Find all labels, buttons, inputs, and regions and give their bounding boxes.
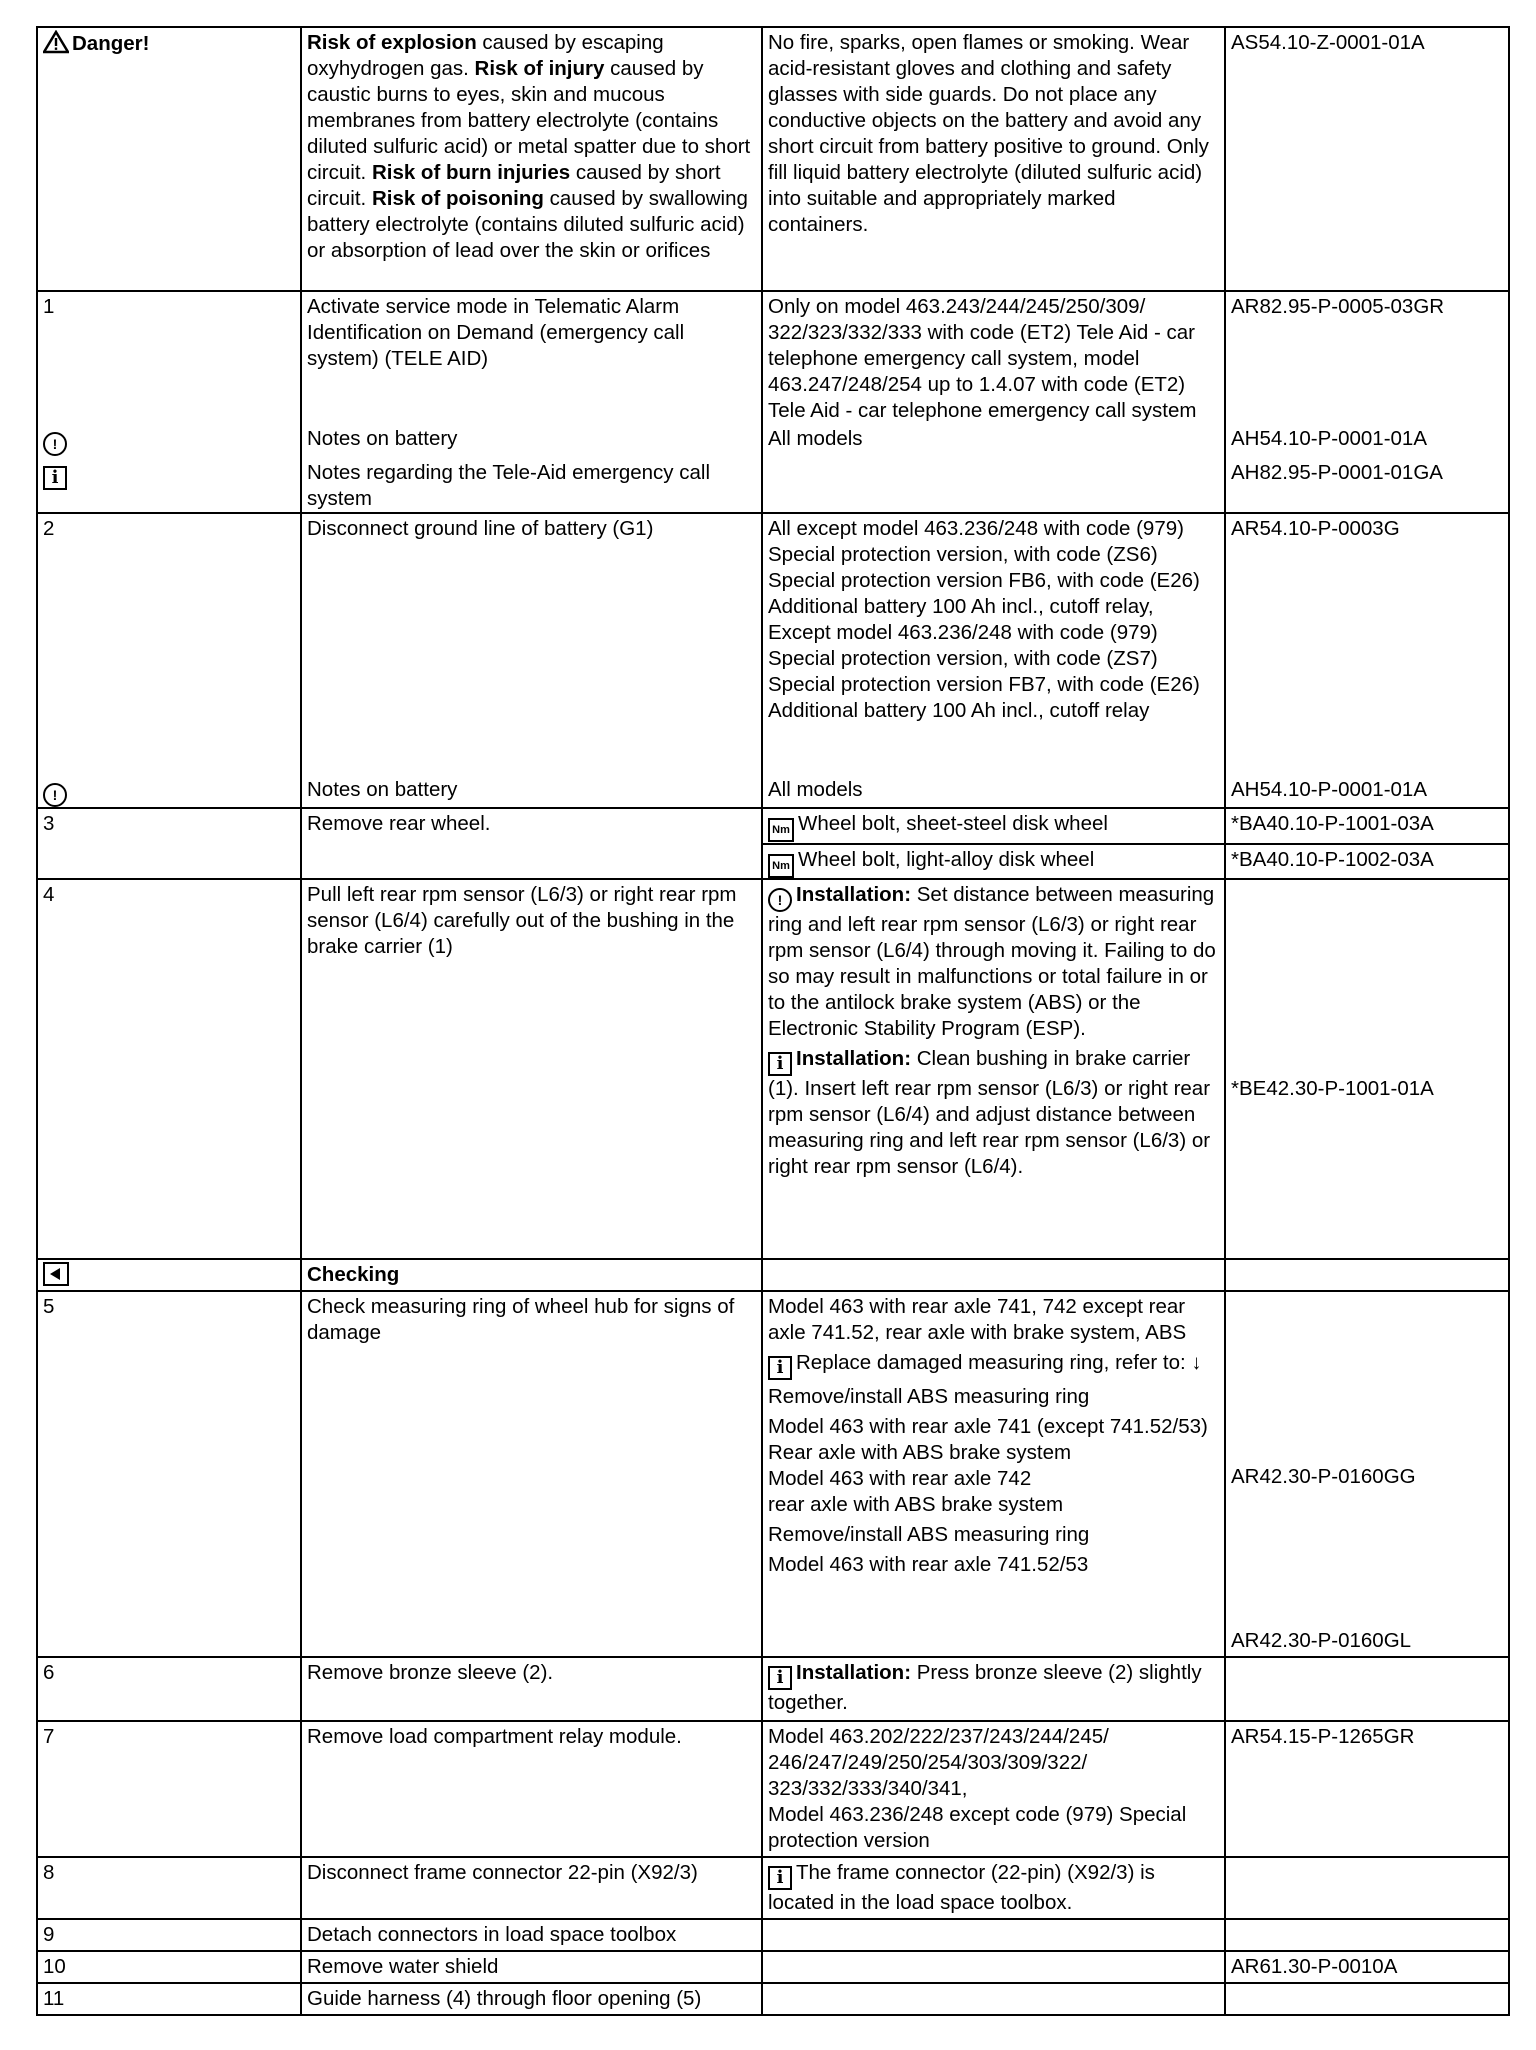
empty-cell [762,1259,1225,1291]
hazard-text: caused by escaping oxyhydrogen gas. [307,31,664,80]
step-number: 4 [37,879,301,1259]
table-row [37,1919,1509,1951]
icon-cell [37,775,301,808]
note-line: Model 463 with rear axle 741.52/53 [768,1553,1089,1576]
note-text: Press bronze sleeve (2) slightly together. [768,1661,1202,1714]
step-note [762,513,1225,775]
empty-cell [1225,1657,1509,1721]
hazard-text: caused by short circuit. [307,161,721,210]
hazard-poisoning: Risk of poisoning [371,187,544,210]
step-action: Notes on battery [301,424,762,458]
info-icon: i [43,466,67,490]
note-line: Model 463 with rear axle 741 (except 741.52/53) [768,1415,1208,1438]
note-text: The frame connector (22-pin) (X92/3) is located in the load space toolbox. [768,1861,1155,1914]
step-ref: AH54.10-P-0001-01A [1225,424,1509,458]
note-text: Set distance between measuring ring and left rear rpm sensor (L6/3) or right rear rpm sensor (L6/4) through moving it. Failing to do so may result in malfunctions or total failure in or to the antilock brake system (ABS) or the Electronic Stability Program (ESP). [768,883,1216,1040]
note-line: Except model 463.236/248 with code (979) Special protection version, with code (ZS7) Special protection version FB7, with code (E26) Additional battery 100 Ah incl., cutoff relay [768,621,1200,722]
torque-icon: Nm [768,854,794,878]
empty-cell [37,844,301,879]
info-icon: i [768,1356,792,1380]
icon-cell [37,458,301,513]
table-row [37,879,1509,1259]
info-icon: i [768,1666,792,1690]
step-note: Only on model 463.243/244/245/250/309/ 322/323/332/333 with code (ET2) Tele Aid - car telephone emergency call system, model 463.247/248/254 up to 1.4.07 with code (ET2) Tele Aid - car telephone emergency call system [762,291,1225,424]
table-row [37,775,1509,808]
table-row [37,458,1509,513]
step-number: 8 [37,1857,301,1919]
hazard-text: caused by caustic burns to eyes, skin and mucous membranes from battery electrolyte (contains diluted sulfuric acid) or metal spatter due to short circuit. [307,57,751,184]
step-ref: AH54.10-P-0001-01A [1225,775,1509,808]
torque-icon: Nm [768,818,794,842]
step-note [762,1721,1225,1857]
note-text: Wheel bolt, sheet-steel disk wheel [798,812,1108,835]
step-note [762,808,1225,844]
note-line: Remove/install ABS measuring ring [768,1523,1090,1546]
warning-triangle-icon [43,30,69,61]
step-note [762,1291,1225,1657]
install-label: Installation: [796,883,912,906]
step-action: Remove load compartment relay module. [301,1721,762,1857]
step-note [762,844,1225,879]
step-ref: *BA40.10-P-1001-03A [1225,808,1509,844]
danger-ref: AS54.10-Z-0001-01A [1225,27,1509,291]
step-number: 10 [37,1951,301,1983]
empty-cell [762,1983,1225,2015]
note-line: Remove/install ABS measuring ring [768,1385,1090,1408]
note-line: Rear axle with ABS brake system [768,1441,1072,1464]
step-action: Remove bronze sleeve (2). [301,1657,762,1721]
table-row [37,808,1509,844]
step-action: Remove rear wheel. [301,808,762,844]
empty-cell [1225,1259,1509,1291]
empty-cell [762,1919,1225,1951]
hazard-injury: Risk of injury [474,57,605,80]
install-label: Installation: [796,1661,912,1684]
info-icon: i [768,1052,792,1076]
step-ref: *BE42.30-P-1001-01A [1225,879,1509,1259]
step-note [762,1657,1225,1721]
note-line: Model 463 with rear axle 742 [768,1467,1032,1490]
note-line: All except model 463.236/248 with code (979) Special protection version, with code (ZS6) Special protection version FB6, with code (E26) Additional battery 100 Ah incl., cutoff relay, [768,517,1200,618]
icon-cell [37,1259,301,1291]
step-ref: AR54.10-P-0003G [1225,513,1509,775]
empty-cell [762,1951,1225,1983]
info-icon: i [768,1866,792,1890]
empty-cell [1225,1983,1509,2015]
icon-cell [37,424,301,458]
table-row [37,424,1509,458]
hazard-explosion: Risk of explosion [307,31,477,54]
step-ref: AH82.95-P-0001-01GA [1225,458,1509,513]
checking-label: Checking [301,1259,762,1291]
step-ref: AR82.95-P-0005-03GR [1225,291,1509,424]
step-number: 9 [37,1919,301,1951]
caution-icon: ! [43,432,67,456]
danger-label: Danger! [72,32,150,55]
step-ref: AR54.15-P-1265GR [1225,1721,1509,1857]
step-note: All models [762,424,1225,458]
step-action: Activate service mode in Telematic Alarm Identification on Demand (emergency call system) (TELE AID) [301,291,762,424]
step-action: Check measuring ring of wheel hub for signs of damage [301,1291,762,1657]
checking-icon [43,1262,69,1286]
step-action: Notes regarding the Tele-Aid emergency call system [301,458,762,513]
table-row [37,1857,1509,1919]
ref-1: AR42.30-P-0160GG [1231,1465,1416,1488]
step-action: Disconnect frame connector 22-pin (X92/3) [301,1857,762,1919]
step-number: 11 [37,1983,301,2015]
step-action: Guide harness (4) through floor opening (5) [301,1983,762,2015]
step-number: 6 [37,1657,301,1721]
danger-hazards [301,27,762,291]
note-line: Model 463.202/222/237/243/244/245/ 246/247/249/250/254/303/309/322/ 323/332/333/340/341, [768,1725,1109,1800]
note-line: Model 463.236/248 except code (979) Special protection version [768,1803,1187,1852]
table-row [37,1657,1509,1721]
step-action: Remove water shield [301,1951,762,1983]
install-label: Installation: [796,1047,912,1070]
danger-row [37,27,1509,291]
empty-cell [301,844,762,879]
table-row [37,844,1509,879]
procedure-table [36,26,1510,2016]
danger-measures: No fire, sparks, open flames or smoking. Wear acid-resistant gloves and clothing and safety glasses with side guards. Do not place any conductive objects on the battery and avoid any short circuit from battery positive to ground. Only fill liquid battery electrolyte (diluted sulfuric acid) into suitable and appropriately marked containers. [762,27,1225,291]
table-row [37,1983,1509,2015]
note-line: rear axle with ABS brake system [768,1493,1064,1516]
note-text: Clean bushing in brake carrier (1). Insert left rear rpm sensor (L6/3) or right rear rpm sensor (L6/4) and adjust distance between measuring ring and left rear rpm sensor (L6/3) or right rear rpm sensor (L6/4). [768,1047,1211,1178]
checking-row [37,1259,1509,1291]
note-line [768,1350,1219,1380]
step-action: Pull left rear rpm sensor (L6/3) or right rear rpm sensor (L6/4) carefully out of the bushing in the brake carrier (1) [301,879,762,1259]
step-ref: *BA40.10-P-1002-03A [1225,844,1509,879]
hazard-text: caused by swallowing battery electrolyte (contains diluted sulfuric acid) or absorption of lead over the skin or orifices [307,187,748,262]
step-number: 3 [37,808,301,844]
hazard-burn: Risk of burn injuries [371,161,571,184]
install-note [768,882,1219,1042]
step-ref [1225,1291,1509,1657]
step-number: 7 [37,1721,301,1857]
table-row [37,1291,1509,1657]
step-number: 1 [37,291,301,424]
note-text: Wheel bolt, light-alloy disk wheel [798,848,1095,871]
caution-icon: ! [768,888,792,912]
danger-cell [37,27,301,291]
step-number: 5 [37,1291,301,1657]
step-note [762,1857,1225,1919]
step-note: All models [762,775,1225,808]
note-line: Model 463 with rear axle 741, 742 except rear axle 741.52, rear axle with brake system, ABS [768,1295,1187,1344]
table-row [37,1721,1509,1857]
empty-cell [1225,1857,1509,1919]
table-row [37,513,1509,775]
step-number: 2 [37,513,301,775]
step-action: Disconnect ground line of battery (G1) [301,513,762,775]
caution-icon: ! [43,783,67,807]
install-note [768,1046,1219,1180]
table-row [37,291,1509,424]
step-action: Detach connectors in load space toolbox [301,1919,762,1951]
table-row [37,1951,1509,1983]
empty-cell [1225,1919,1509,1951]
ref-2: AR42.30-P-0160GL [1231,1629,1412,1652]
step-ref: AR61.30-P-0010A [1225,1951,1509,1983]
note-text: Replace damaged measuring ring, refer to: ↓ [796,1351,1202,1374]
step-action: Notes on battery [301,775,762,808]
step-note [762,879,1225,1259]
step-note [762,458,1225,513]
